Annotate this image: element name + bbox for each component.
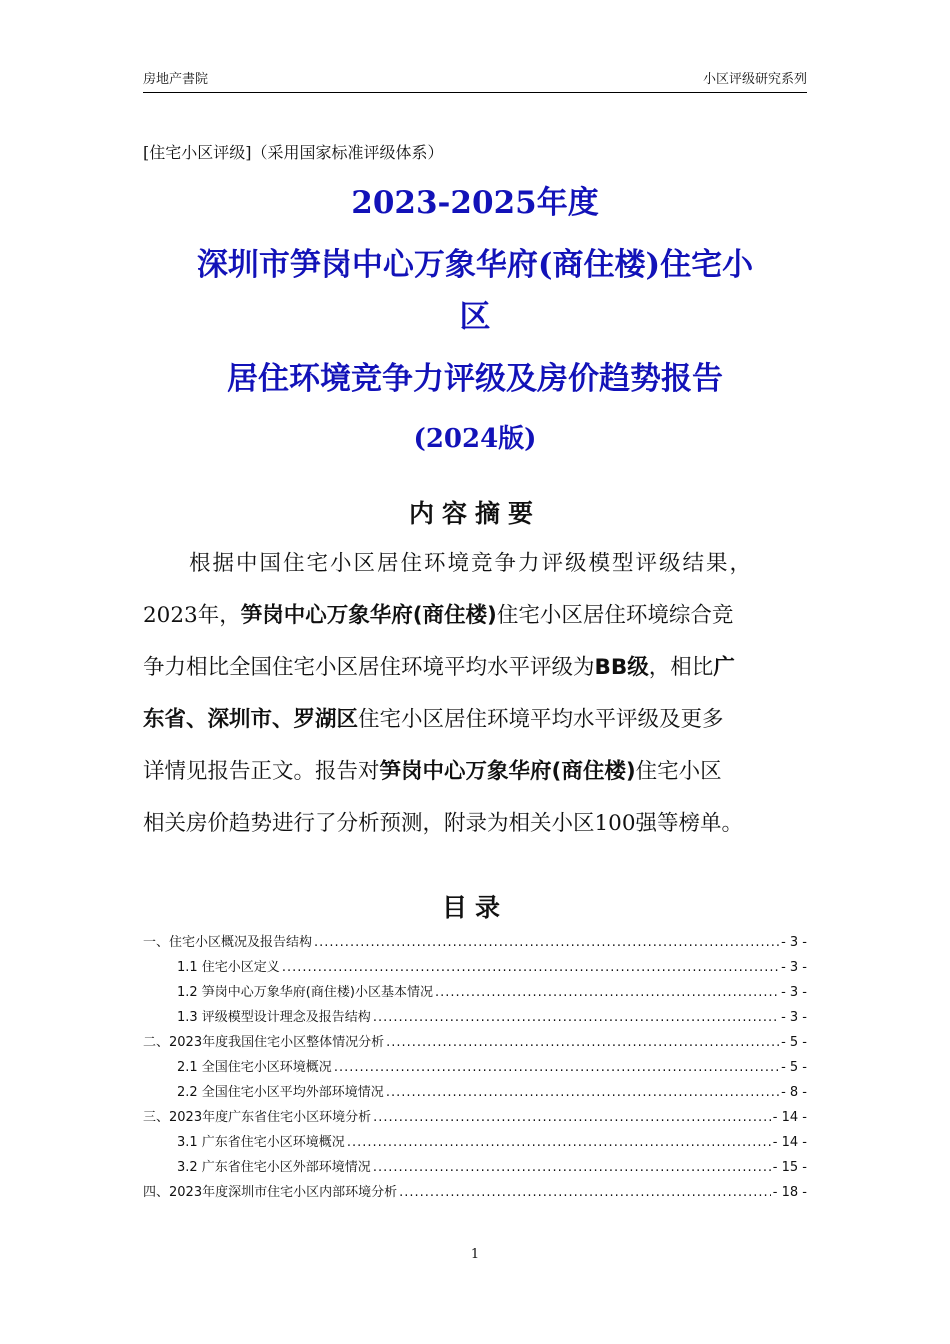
abstract-line <box>143 642 807 694</box>
toc-label: 1.3 评级模型设计理念及报告结构 <box>177 1010 371 1025</box>
toc-entry[interactable] <box>143 955 807 980</box>
abstract-line: 相关房价趋势进行了分析预测，附录为相关小区100强等榜单。 <box>143 811 744 836</box>
toc-page: - 15 - <box>772 1160 807 1175</box>
toc-entry[interactable] <box>143 930 807 955</box>
abstract-line <box>143 590 807 642</box>
toc-label: 3.1 广东省住宅小区环境概况 <box>177 1135 345 1150</box>
toc-page: - 14 - <box>772 1110 807 1125</box>
toc-entry[interactable] <box>143 1030 807 1055</box>
toc-page: - 3 - <box>781 935 807 950</box>
toc-leader <box>314 930 779 955</box>
toc-leader <box>386 1030 779 1055</box>
title-line-4: 居住环境竞争力评级及房价趋势报告 <box>227 361 723 397</box>
toc-leader <box>373 1105 771 1130</box>
abstract-text: 住宅小区居住环境综合竞 <box>496 603 734 628</box>
toc-heading: 目录 <box>441 893 508 922</box>
abstract-emphasis: 笋岗中心万象华府(商住楼) <box>379 759 636 784</box>
toc-page: - 14 - <box>772 1135 807 1150</box>
table-of-contents <box>143 930 807 1205</box>
header-series: 小区评级研究系列 <box>702 72 807 87</box>
abstract-heading: 内容摘要 <box>408 499 541 528</box>
abstract-line <box>143 746 807 798</box>
toc-label: 四、2023年度深圳市住宅小区内部环境分析 <box>143 1185 398 1200</box>
toc-entry[interactable] <box>143 1005 807 1030</box>
title-line-1: 2023-2025年度 <box>351 185 599 221</box>
toc-entry[interactable] <box>143 1055 807 1080</box>
toc-page: - 5 - <box>781 1035 807 1050</box>
abstract-emphasis: 广 <box>713 655 735 680</box>
toc-leader <box>386 1080 779 1105</box>
abstract-line: 根据中国住宅小区居住环境竞争力评级模型评级结果， <box>189 551 754 576</box>
toc-leader <box>435 980 779 1005</box>
toc-leader <box>373 1155 771 1180</box>
title-line-3: 区 <box>459 299 491 335</box>
toc-leader <box>334 1055 779 1080</box>
report-category-tag: [住宅小区评级]（采用国家标准评级体系） <box>143 143 444 162</box>
toc-page: - 3 - <box>781 960 807 975</box>
toc-entry[interactable] <box>143 1130 807 1155</box>
toc-label: 三、2023年度广东省住宅小区环境分析 <box>143 1110 372 1125</box>
toc-entry[interactable] <box>143 1180 807 1205</box>
page-header <box>143 66 807 93</box>
toc-page: - 3 - <box>781 1010 807 1025</box>
toc-leader <box>347 1130 771 1155</box>
toc-label: 1.2 笋岗中心万象华府(商住楼)小区基本情况 <box>177 985 433 1000</box>
abstract-emphasis: 东省、深圳市、罗湖区 <box>143 707 359 732</box>
toc-entry[interactable] <box>143 980 807 1005</box>
abstract-text: 住宅小区 <box>635 759 722 784</box>
abstract-text: 2023年， <box>143 603 241 628</box>
toc-label: 一、住宅小区概况及报告结构 <box>143 935 313 950</box>
toc-label: 2.2 全国住宅小区平均外部环境情况 <box>177 1085 384 1100</box>
title-edition: (2024版) <box>413 424 537 454</box>
toc-leader <box>373 1005 779 1030</box>
toc-page: - 5 - <box>781 1060 807 1075</box>
abstract-text: ，相比 <box>648 655 714 680</box>
toc-label: 2.1 全国住宅小区环境概况 <box>177 1060 332 1075</box>
toc-page: - 8 - <box>781 1085 807 1100</box>
page-number: 1 <box>470 1247 480 1262</box>
toc-label: 3.2 广东省住宅小区外部环境情况 <box>177 1160 371 1175</box>
toc-label: 1.1 住宅小区定义 <box>177 960 280 975</box>
abstract-text: 争力相比全国住宅小区居住环境平均水平评级为 <box>143 655 595 680</box>
toc-entry[interactable] <box>143 1080 807 1105</box>
toc-page: - 3 - <box>781 985 807 1000</box>
abstract-emphasis: 笋岗中心万象华府(商住楼) <box>240 603 497 628</box>
abstract-text: 住宅小区居住环境平均水平评级及更多 <box>358 707 724 732</box>
title-line-2: 深圳市笋岗中心万象华府(商住楼)住宅小 <box>196 247 754 283</box>
abstract-text: 详情见报告正文。报告对 <box>143 759 380 784</box>
toc-page: - 18 - <box>772 1185 807 1200</box>
toc-label: 二、2023年度我国住宅小区整体情况分析 <box>143 1035 385 1050</box>
toc-leader <box>399 1180 771 1205</box>
toc-entry[interactable] <box>143 1105 807 1130</box>
abstract-line <box>143 694 807 746</box>
toc-leader <box>282 955 779 980</box>
abstract-paragraph <box>143 538 807 850</box>
header-publisher: 房地产書院 <box>143 72 209 87</box>
abstract-rating: BB级 <box>594 655 649 680</box>
toc-entry[interactable] <box>143 1155 807 1180</box>
